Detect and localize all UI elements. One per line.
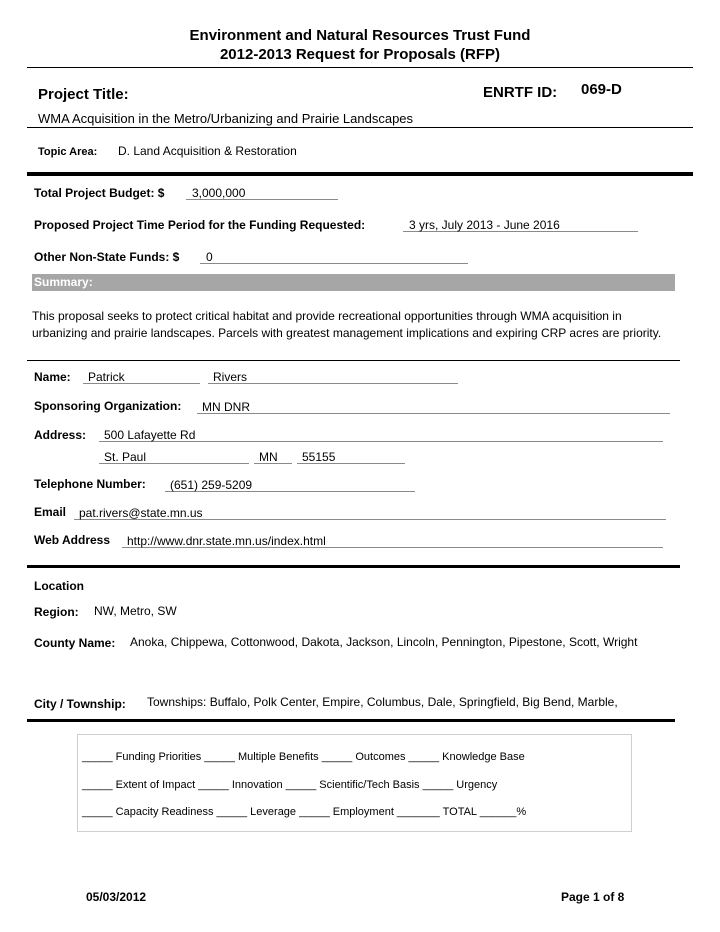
email-label: Email — [34, 505, 67, 519]
footer-page-number: Page 1 of 8 — [561, 890, 625, 904]
location-heading: Location — [34, 579, 84, 593]
telephone-field[interactable]: (651) 259-5209 — [165, 478, 415, 492]
scoring-row-2: _____ Extent of Impact _____ Innovation _____ Scientific/Tech Basis _____ Urgency — [82, 779, 498, 791]
document-title: Environment and Natural Resources Trust Fund — [189, 27, 531, 44]
summary-header: Summary: — [32, 274, 675, 291]
name-label: Name: — [34, 370, 71, 384]
time-period-label: Proposed Project Time Period for the Funding Requested: — [34, 218, 366, 232]
city-field[interactable]: St. Paul — [99, 450, 249, 464]
summary-divider — [27, 360, 680, 361]
enrtf-id-value: 069-D — [581, 81, 622, 98]
topic-area-label: Topic Area: — [38, 146, 98, 158]
header-divider — [27, 67, 693, 68]
contact-divider — [27, 565, 680, 568]
web-address-label: Web Address — [34, 533, 111, 547]
web-address-field[interactable]: http://www.dnr.state.mn.us/index.html — [122, 534, 663, 548]
region-value: NW, Metro, SW — [94, 604, 177, 618]
email-field[interactable]: pat.rivers@state.mn.us — [74, 506, 666, 520]
first-name-field[interactable]: Patrick — [83, 370, 200, 384]
sponsoring-org-field[interactable]: MN DNR — [197, 400, 670, 414]
project-title-label: Project Title: — [38, 86, 129, 103]
total-budget-field[interactable]: 3,000,000 — [186, 186, 338, 200]
document-subtitle: 2012-2013 Request for Proposals (RFP) — [219, 46, 501, 63]
topic-divider — [27, 172, 693, 176]
enrtf-id-label: ENRTF ID: — [483, 84, 558, 101]
zip-field[interactable]: 55155 — [297, 450, 405, 464]
county-name-value: Anoka, Chippewa, Cottonwood, Dakota, Jackson, Lincoln, Pennington, Pipestone, Scott, Wright — [130, 635, 638, 649]
address-label: Address: — [34, 428, 87, 442]
non-state-funds-label: Other Non-State Funds: $ — [34, 250, 180, 264]
location-divider — [27, 719, 675, 722]
last-name-field[interactable]: Rivers — [208, 370, 458, 384]
scoring-row-3: _____ Capacity Readiness _____ Leverage _____ Employment _______ TOTAL ______% — [82, 806, 527, 818]
scoring-row-1: _____ Funding Priorities _____ Multiple Benefits _____ Outcomes _____ Knowledge Base — [82, 751, 525, 763]
county-name-label: County Name: — [34, 636, 116, 650]
street-field[interactable]: 500 Lafayette Rd — [99, 428, 663, 442]
time-period-field[interactable]: 3 yrs, July 2013 - June 2016 — [403, 218, 638, 232]
scoring-box — [77, 734, 632, 832]
city-township-value: Townships: Buffalo, Polk Center, Empire, Columbus, Dale, Springfield, Big Bend, Marble, — [147, 695, 618, 709]
non-state-funds-field[interactable]: 0 — [200, 250, 468, 264]
summary-text: This proposal seeks to protect critical habitat and provide recreational opportunities through WMA acquisition in urbanizing and prairie landscapes. Parcels with greatest management implications and expiring CRP acres are priority. — [32, 309, 662, 340]
footer-date: 05/03/2012 — [86, 890, 147, 904]
total-budget-label: Total Project Budget: $ — [34, 186, 165, 200]
region-label: Region: — [34, 605, 79, 619]
city-township-label: City / Township: — [34, 697, 126, 711]
telephone-label: Telephone Number: — [34, 477, 146, 491]
project-title-value: WMA Acquisition in the Metro/Urbanizing and Prairie Landscapes — [38, 111, 414, 126]
topic-area-value: D. Land Acquisition & Restoration — [118, 144, 297, 158]
title-divider — [27, 127, 693, 128]
state-field[interactable]: MN — [254, 450, 292, 464]
sponsoring-org-label: Sponsoring Organization: — [34, 399, 182, 413]
